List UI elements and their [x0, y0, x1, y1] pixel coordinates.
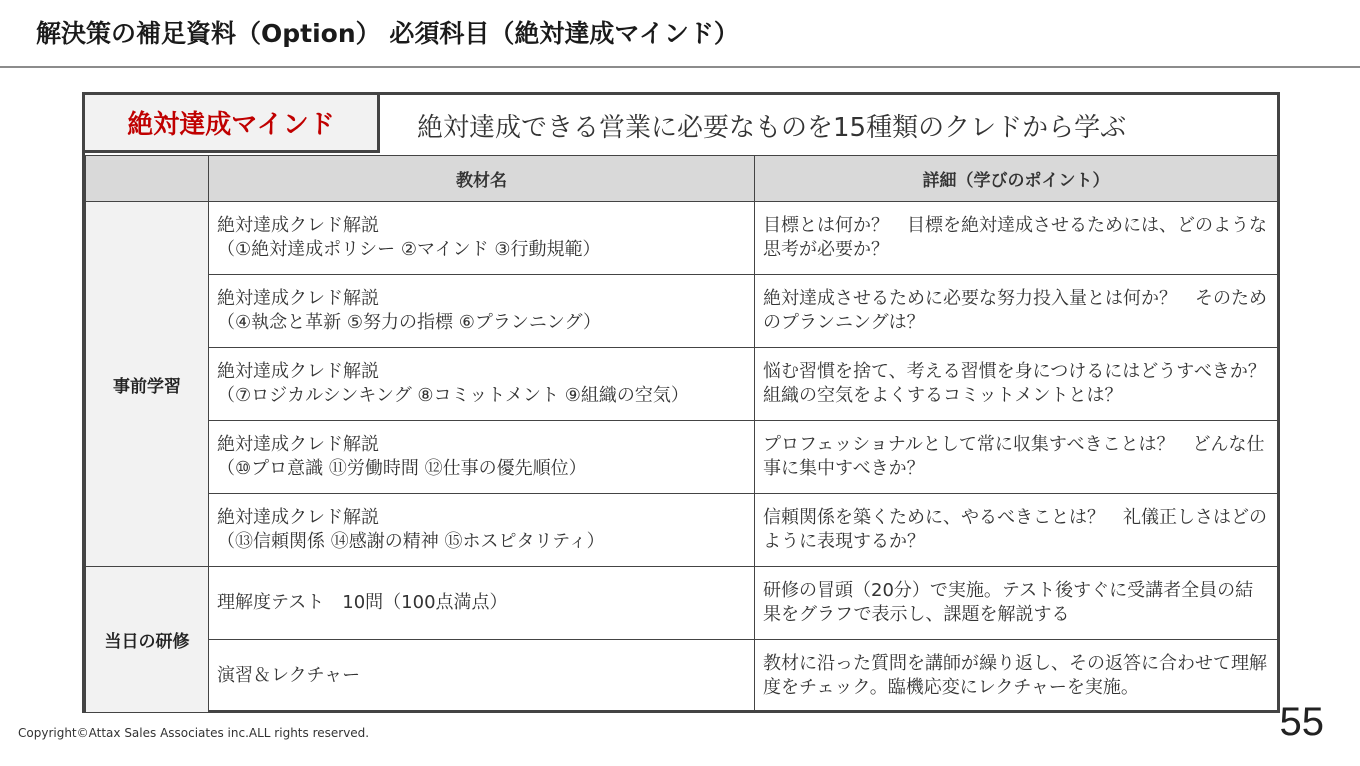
header-material: 教材名: [209, 156, 755, 202]
page-number: 55: [1279, 700, 1324, 744]
material-cell: [209, 202, 755, 275]
material-title: 絶対達成クレド解説: [217, 288, 379, 309]
detail-cell: 研修の冒頭（20分）で実施。テスト後すぐに受講者全員の結果をグラフで表示し、課題を解説する: [755, 567, 1278, 640]
table-row: [86, 202, 1278, 275]
copyright-footer: Copyright©Attax Sales Associates inc.ALL rights reserved.: [18, 726, 370, 740]
detail-cell: プロフェッショナルとして常に収集すべきことは？ どんな仕事に集中すべきか？: [755, 421, 1278, 494]
title-divider: [0, 66, 1360, 68]
curriculum-table: [85, 155, 1284, 713]
material-cell: [209, 275, 755, 348]
table-header-row: [86, 156, 1278, 202]
header-detail: 詳細（学びのポイント）: [755, 156, 1278, 202]
material-subtitle: （⑬信頼関係 ⑭感謝の精神 ⑮ホスピタリティ）: [217, 531, 605, 552]
detail-cell: 信頼関係を築くために、やるべきことは？ 礼儀正しさはどのように表現するか？: [755, 494, 1278, 567]
table-row: [86, 567, 1278, 640]
table-row: [86, 421, 1278, 494]
material-cell: [209, 494, 755, 567]
table-row: [86, 494, 1278, 567]
course-banner: [85, 95, 1277, 155]
material-title: 絶対達成クレド解説: [217, 434, 379, 455]
material-subtitle: （⑩プロ意識 ⑪労働時間 ⑫仕事の優先順位）: [217, 458, 587, 479]
material-title: 理解度テスト 10問（100点満点）: [217, 592, 508, 613]
section-label-pre-learning: 事前学習: [86, 202, 209, 567]
page-title: 解決策の補足資料（Option） 必須科目（絶対達成マインド）: [36, 19, 739, 48]
material-title: 絶対達成クレド解説: [217, 215, 379, 236]
table-row: [86, 348, 1278, 421]
material-subtitle: （⑦ロジカルシンキング ⑧コミットメント ⑨組織の空気）: [217, 385, 689, 406]
header-section: [86, 156, 209, 202]
detail-cell: 教材に沿った質問を講師が繰り返し、その返答に合わせて理解度をチェック。臨機応変にレクチャーを実施。: [755, 640, 1278, 713]
detail-cell: 目標とは何か？ 目標を絶対達成させるためには、どのような思考が必要か？: [755, 202, 1278, 275]
detail-cell: 悩む習慣を捨て、考える習慣を身につけるにはどうすべきか？ 組織の空気をよくするコミットメントとは？: [755, 348, 1278, 421]
course-summary: 絶対達成できる営業に必要なものを15種類のクレドから学ぶ: [417, 113, 1127, 143]
material-cell: [209, 348, 755, 421]
material-title: 絶対達成クレド解説: [217, 507, 379, 528]
material-cell: [209, 421, 755, 494]
detail-cell: 絶対達成させるために必要な努力投入量とは何か？ そのためのプランニングは？: [755, 275, 1278, 348]
material-title: 演習＆レクチャー: [217, 665, 361, 686]
material-cell: [209, 567, 755, 640]
material-subtitle: （①絶対達成ポリシー ②マインド ③行動規範）: [217, 239, 601, 260]
table-row: [86, 275, 1278, 348]
material-subtitle: （④執念と革新 ⑤努力の指標 ⑥プランニング）: [217, 312, 602, 333]
material-cell: [209, 640, 755, 713]
course-name-label: 絶対達成マインド: [85, 95, 380, 153]
material-title: 絶対達成クレド解説: [217, 361, 379, 382]
table-row: [86, 640, 1278, 713]
curriculum-panel: [82, 92, 1284, 713]
section-label-training-day: 当日の研修: [86, 567, 209, 713]
